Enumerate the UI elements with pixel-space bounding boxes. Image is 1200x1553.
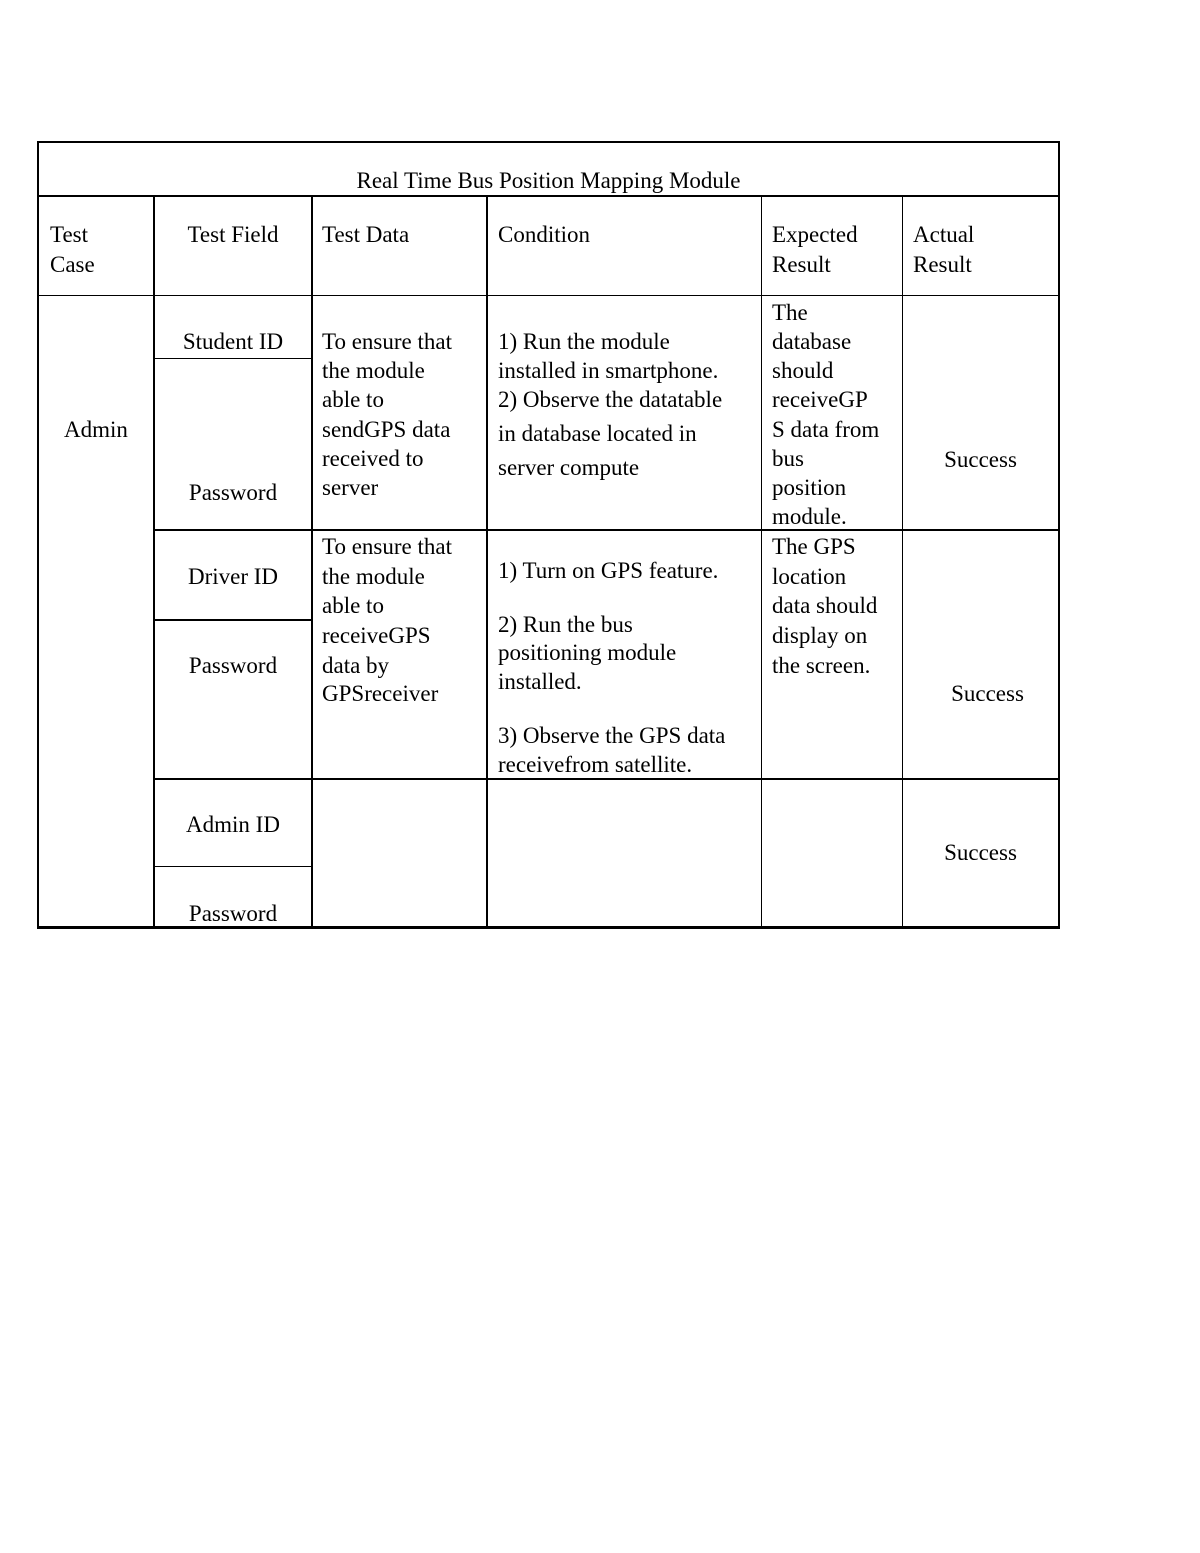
test-case-value: Admin xyxy=(64,417,128,442)
header-actual-line-2: Result xyxy=(913,252,972,277)
expected-line: The GPS xyxy=(772,534,856,559)
test-data-line: data by xyxy=(322,653,390,678)
expected-line: bus xyxy=(772,446,804,471)
expected-line: data should xyxy=(772,593,878,618)
condition-line: positioning module xyxy=(498,640,677,665)
test-field-password: Password xyxy=(188,901,278,926)
actual-result-success: Success xyxy=(944,840,1017,865)
expected-line: module. xyxy=(772,504,847,529)
condition-line: installed in smartphone. xyxy=(498,358,719,383)
condition-line: receivefrom satellite. xyxy=(498,752,693,777)
condition-line: 3) Observe the GPS data xyxy=(498,723,726,748)
test-data-line: received to xyxy=(322,446,424,471)
header-test-data: Test Data xyxy=(322,222,410,247)
expected-line: should xyxy=(772,358,834,383)
header-test-case-line-2: Case xyxy=(50,252,95,277)
test-field-password: Password xyxy=(188,480,278,505)
test-data-line: able to xyxy=(322,387,384,412)
expected-line: display on xyxy=(772,623,868,648)
condition-line: server compute xyxy=(498,455,640,480)
condition-line: 2) Observe the datatable xyxy=(498,387,723,412)
header-test-field: Test Field xyxy=(187,222,279,247)
expected-line: database xyxy=(772,329,852,354)
test-field-password: Password xyxy=(188,653,278,678)
header-condition: Condition xyxy=(498,222,591,247)
test-data-line: the module xyxy=(322,358,425,383)
test-data-line: the module xyxy=(322,564,425,589)
header-expected-line-1: Expected xyxy=(772,222,858,247)
condition-line: 1) Turn on GPS feature. xyxy=(498,558,719,583)
header-actual-line-1: Actual xyxy=(913,222,975,247)
test-field-student-id: Student ID xyxy=(182,329,284,354)
expected-line: location xyxy=(772,564,847,589)
expected-line: the screen. xyxy=(772,653,871,678)
condition-line: in database located in xyxy=(498,421,697,446)
header-test-case-line-1: Test xyxy=(50,222,88,247)
actual-result-success: Success xyxy=(944,447,1017,472)
expected-line: position xyxy=(772,475,847,500)
test-data-line: able to xyxy=(322,593,384,618)
test-data-line: To ensure that xyxy=(322,534,452,559)
table-title: Real Time Bus Position Mapping Module xyxy=(356,168,741,193)
expected-line: receiveGP xyxy=(772,387,868,412)
header-expected-line-2: Result xyxy=(772,252,831,277)
condition-line: 1) Run the module xyxy=(498,329,670,354)
test-field-driver-id: Driver ID xyxy=(187,564,279,589)
test-data-line: sendGPS data xyxy=(322,417,451,442)
test-data-line: receiveGPS xyxy=(322,623,431,648)
test-data-line: GPSreceiver xyxy=(322,681,439,706)
test-data-line: To ensure that xyxy=(322,329,452,354)
condition-line: installed. xyxy=(498,669,582,694)
actual-result-success: Success xyxy=(951,681,1024,706)
test-data-line: server xyxy=(322,475,379,500)
condition-line: 2) Run the bus xyxy=(498,612,633,637)
expected-line: S data from xyxy=(772,417,880,442)
test-field-admin-id: Admin ID xyxy=(186,812,280,837)
expected-line: The xyxy=(772,300,808,325)
